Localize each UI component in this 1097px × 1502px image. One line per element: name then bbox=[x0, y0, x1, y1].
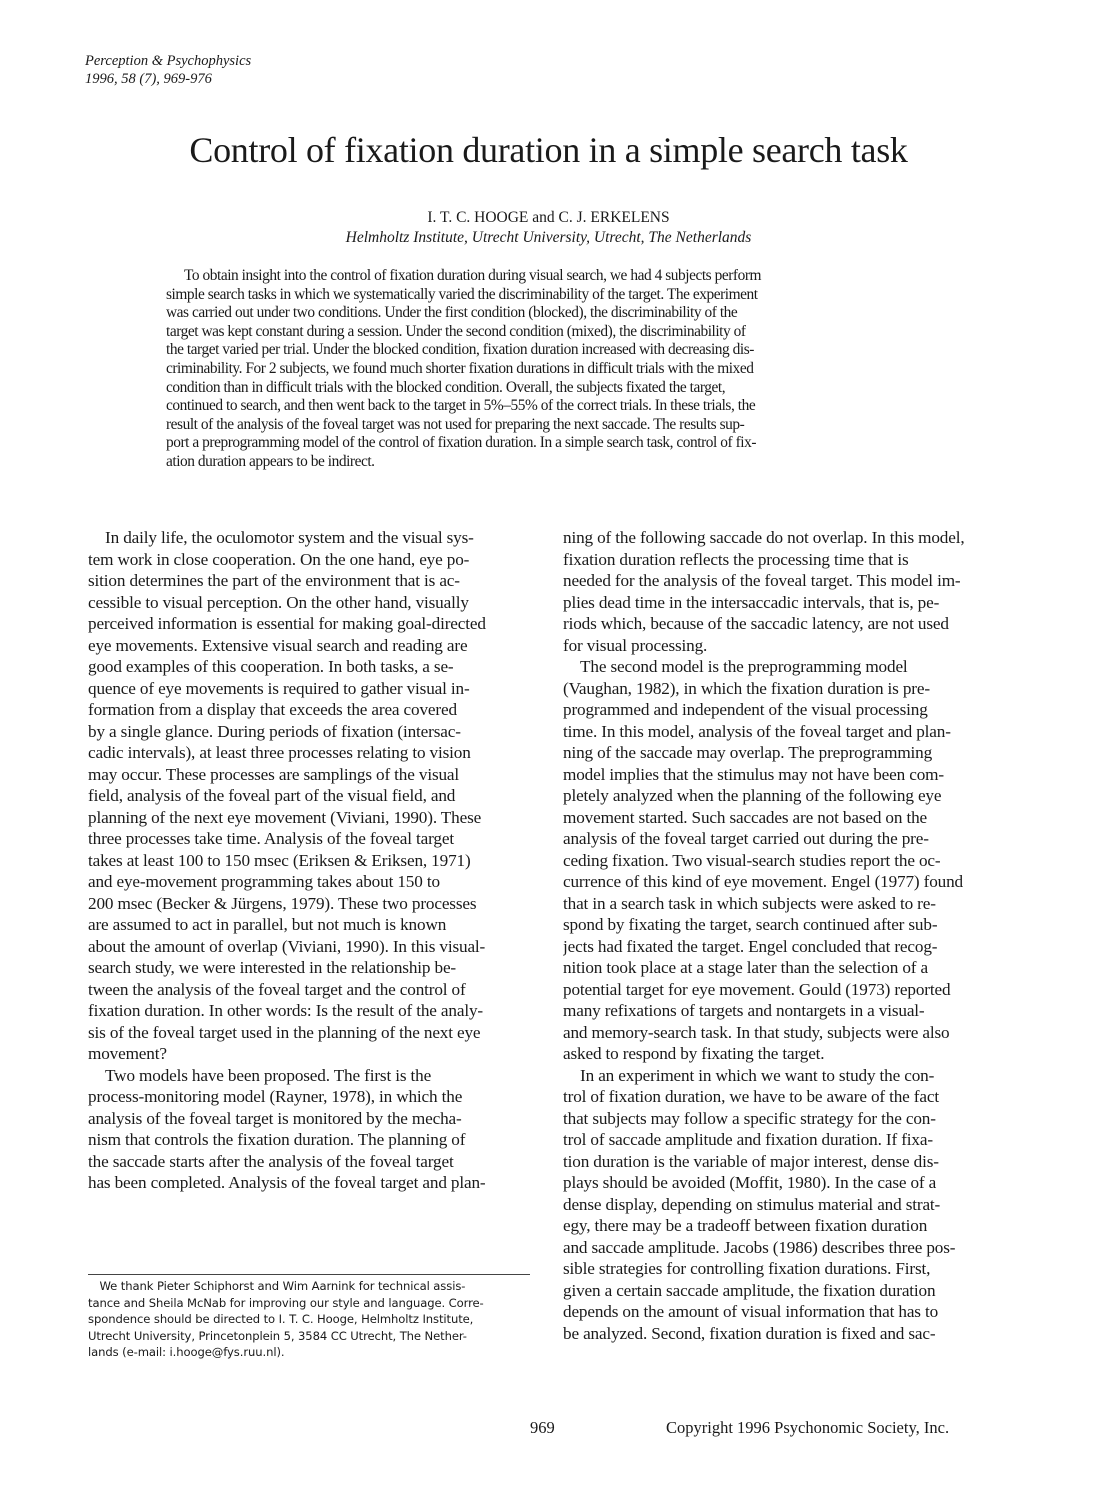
text-line: dense display, depending on stimulus material and strat- bbox=[563, 1194, 941, 1214]
text-line: sible strategies for controlling fixation durations. First, bbox=[563, 1259, 931, 1278]
text-line: search study, we were interested in the relationship be- bbox=[88, 958, 456, 977]
text-line: time. In this model, analysis of the foveal target and plan- bbox=[563, 721, 951, 741]
abstract-line: criminability. For 2 subjects, we found much shorter fixation durations in difficult trials with the mixed bbox=[166, 359, 754, 377]
text-line: eye movements. Extensive visual search and reading are bbox=[88, 635, 468, 655]
text-line: the saccade starts after the analysis of the foveal target bbox=[88, 1151, 454, 1171]
text-line: (Vaughan, 1982), in which the fixation duration is pre- bbox=[563, 678, 930, 698]
abstract-line: target was kept constant during a session. Under the second condition (mixed), the discriminability of bbox=[166, 322, 746, 340]
abstract-line: result of the analysis of the foveal target was not used for preparing the next saccade. The results sup- bbox=[166, 415, 745, 433]
text-line: potential target for eye movement. Gould (1973) reported bbox=[563, 979, 951, 999]
text-line: that subjects may follow a specific strategy for the con- bbox=[563, 1108, 936, 1128]
text-line: ning of the saccade may overlap. The preprogramming bbox=[563, 743, 933, 762]
page-number: 969 bbox=[530, 1418, 555, 1437]
text-line: formation from a display that exceeds the area covered bbox=[88, 700, 457, 719]
text-line: quence of eye movements is required to gather visual in- bbox=[88, 678, 470, 698]
text-line: good examples of this cooperation. In both tasks, a se- bbox=[88, 657, 454, 676]
abstract-line: condition than in difficult trials with the blocked condition. Overall, the subjects fixated the target, bbox=[166, 378, 726, 396]
text-line: asked to respond by fixating the target. bbox=[563, 1044, 825, 1063]
text-line: In daily life, the oculomotor system and the visual sys- bbox=[88, 528, 474, 547]
paper-title: Control of fixation duration in a simple search task bbox=[189, 130, 908, 170]
text-line: and memory-search task. In that study, subjects were also bbox=[563, 1022, 950, 1042]
text-line: 200 msec (Becker & Jürgens, 1979). These two processes bbox=[88, 893, 477, 913]
text-line: In an experiment in which we want to study the con- bbox=[563, 1065, 935, 1085]
text-line: ceding fixation. Two visual-search studies report the oc- bbox=[563, 850, 941, 870]
text-line: process-monitoring model (Rayner, 1978), in which the bbox=[88, 1087, 463, 1106]
body-column-left bbox=[88, 527, 546, 1194]
text-line: egy, there may be a tradeoff between fixation duration bbox=[563, 1216, 928, 1235]
text-line: cessible to visual perception. On the other hand, visually bbox=[88, 592, 469, 612]
journal-citation: 1996, 58 (7), 969-976 bbox=[85, 71, 212, 87]
text-line: ning of the following saccade do not overlap. In this model, bbox=[563, 528, 965, 547]
text-line: fixation duration reflects the processing time that is bbox=[563, 549, 909, 569]
text-line: tion duration is the variable of major interest, dense dis- bbox=[563, 1151, 939, 1171]
text-line: about the amount of overlap (Viviani, 1990). In this visual- bbox=[88, 936, 486, 956]
text-line: analysis of the foveal target carried out during the pre- bbox=[563, 829, 929, 848]
text-line: Two models have been proposed. The first is the bbox=[88, 1065, 432, 1085]
abstract-line: ation duration appears to be indirect. bbox=[166, 452, 375, 470]
text-line: are assumed to act in parallel, but not much is known bbox=[88, 915, 447, 934]
text-line: field, analysis of the foveal part of the visual field, and bbox=[88, 786, 456, 805]
abstract-line: continued to search, and then went back to the target in 5%–55% of the correct trials. In these trials, the bbox=[166, 397, 756, 415]
text-line: Utrecht University, Princetonplein 5, 3584 CC Utrecht, The Nether- bbox=[88, 1328, 467, 1343]
text-line: for visual processing. bbox=[563, 635, 708, 655]
text-line: We thank Pieter Schiphorst and Wim Aarnink for technical assis- bbox=[88, 1279, 466, 1293]
text-line: nition took place at a stage later than the selection of a bbox=[563, 958, 928, 977]
text-line: and saccade amplitude. Jacobs (1986) describes three pos- bbox=[563, 1237, 956, 1257]
text-line: programmed and independent of the visual processing bbox=[563, 700, 928, 719]
abstract-line: the target varied per trial. Under the blocked condition, fixation duration increased with decreasing dis- bbox=[166, 341, 754, 359]
abstract bbox=[166, 267, 959, 472]
text-line: model implies that the stimulus may not have been com- bbox=[563, 764, 944, 784]
text-line: has been completed. Analysis of the foveal target and plan- bbox=[88, 1173, 486, 1192]
text-line: sition determines the part of the environment that is ac- bbox=[88, 571, 460, 590]
text-line: perceived information is essential for making goal-directed bbox=[88, 614, 486, 633]
text-line: spondence should be directed to I. T. C. Hooge, Helmholtz Institute, bbox=[88, 1312, 474, 1326]
text-line: lands (e-mail: i.hooge@fys.ruu.nl). bbox=[88, 1345, 285, 1359]
text-line: be analyzed. Second, fixation duration is fixed and sac- bbox=[563, 1323, 936, 1343]
text-line: sis of the foveal target used in the planning of the next eye bbox=[88, 1022, 481, 1042]
text-line: and eye-movement programming takes about 150 to bbox=[88, 872, 440, 891]
text-line: trol of fixation duration, we have to be aware of the fact bbox=[563, 1087, 939, 1106]
text-line: depends on the amount of visual information that has to bbox=[563, 1302, 939, 1321]
footnote bbox=[88, 1278, 538, 1361]
authors: I. T. C. HOOGE and C. J. ERKELENS bbox=[427, 209, 670, 226]
text-line: pletely analyzed when the planning of the following eye bbox=[563, 786, 942, 805]
text-line: tem work in close cooperation. On the one hand, eye po- bbox=[88, 549, 470, 569]
copyright-notice: Copyright 1996 Psychonomic Society, Inc. bbox=[666, 1418, 950, 1437]
text-line: tween the analysis of the foveal target and the control of bbox=[88, 979, 466, 999]
text-line: fixation duration. In other words: Is the result of the analy- bbox=[88, 1001, 483, 1020]
journal-name: Perception & Psychophysics bbox=[85, 53, 252, 69]
text-line: needed for the analysis of the foveal target. This model im- bbox=[563, 571, 961, 590]
text-line: tance and Sheila McNab for improving our style and language. Corre- bbox=[88, 1295, 484, 1310]
text-line: given a certain saccade amplitude, the fixation duration bbox=[563, 1280, 936, 1300]
abstract-line: was carried out under two conditions. Under the first condition (blocked), the discriminability of the bbox=[166, 304, 738, 322]
text-line: three processes take time. Analysis of the foveal target bbox=[88, 829, 454, 848]
text-line: spond by fixating the target, search continued after sub- bbox=[563, 915, 938, 934]
text-line: many refixations of targets and nontargets in a visual- bbox=[563, 1001, 925, 1020]
text-line: analysis of the foveal target is monitored by the mecha- bbox=[88, 1108, 462, 1128]
text-line: by a single glance. During periods of fixation (intersac- bbox=[88, 721, 461, 741]
text-line: jects had fixated the target. Engel concluded that recog- bbox=[563, 936, 938, 956]
text-line: planning of the next eye movement (Viviani, 1990). These bbox=[88, 807, 482, 827]
text-line: plays should be avoided (Moffit, 1980). In the case of a bbox=[563, 1173, 937, 1192]
body-column-right bbox=[563, 527, 1021, 1344]
text-line: movement? bbox=[88, 1044, 167, 1063]
footnote-divider bbox=[88, 1274, 530, 1275]
text-line: may occur. These processes are samplings of the visual bbox=[88, 764, 460, 784]
text-line: currence of this kind of eye movement. Engel (1977) found bbox=[563, 872, 964, 891]
affiliation: Helmholtz Institute, Utrecht University, Utrecht, The Netherlands bbox=[345, 229, 752, 246]
abstract-line: port a preprogramming model of the control of fixation duration. In a simple search task, control of fix- bbox=[166, 434, 756, 452]
text-line: cadic intervals), at least three processes relating to vision bbox=[88, 743, 471, 762]
text-line: trol of saccade amplitude and fixation duration. If fixa- bbox=[563, 1130, 933, 1149]
abstract-line: To obtain insight into the control of fixation duration during visual search, we had 4 subjects perform bbox=[184, 267, 762, 284]
journal-header bbox=[85, 52, 251, 88]
text-line: takes at least 100 to 150 msec (Eriksen & Eriksen, 1971) bbox=[88, 850, 471, 870]
text-line: that in a search task in which subjects were asked to re- bbox=[563, 893, 936, 913]
text-line: riods which, because of the saccadic latency, are not used bbox=[563, 614, 949, 633]
text-line: movement started. Such saccades are not based on the bbox=[563, 807, 927, 827]
abstract-line: simple search tasks in which we systematically varied the discriminability of the target. The experiment bbox=[166, 285, 758, 303]
text-line: plies dead time in the intersaccadic intervals, that is, pe- bbox=[563, 592, 940, 612]
text-line: nism that controls the fixation duration. The planning of bbox=[88, 1130, 466, 1149]
text-line: The second model is the preprogramming model bbox=[563, 657, 908, 676]
